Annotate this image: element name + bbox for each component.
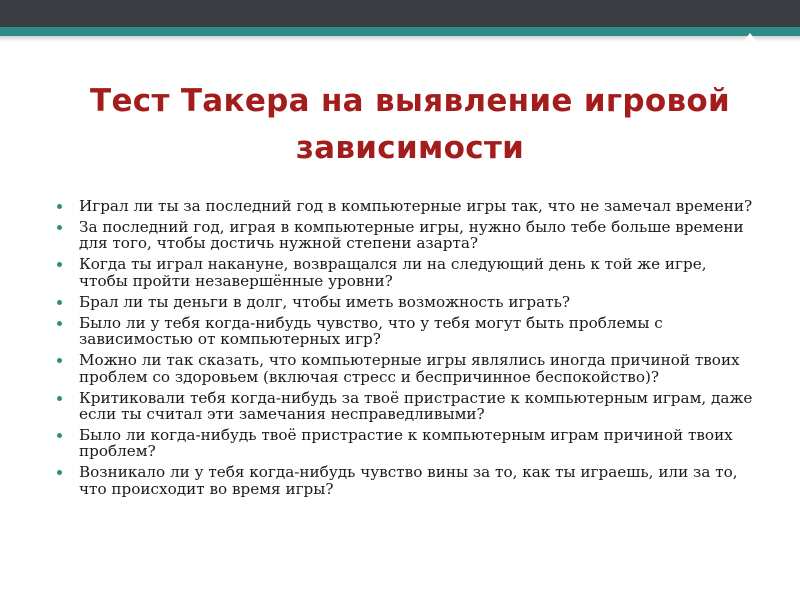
question-text: Брал ли ты деньги в долг, чтобы иметь возможность играть? [79,292,571,311]
bullet-icon [57,470,62,475]
bullet-icon [57,262,62,267]
question-item [54,256,754,289]
question-text: Можно ли так сказать, что компьютерные игры являлись иногда причиной твоих проблем со здоровьем (включая стресс и беспричинное беспокойство)? [79,351,740,386]
question-text: Критиковали тебя когда-нибудь за твоё пристрастие к компьютерным играм, даже если ты считал эти замечания несправедливыми? [79,388,753,424]
header-shadow [0,36,800,42]
question-item [54,427,754,460]
question-text: Возникало ли у тебя когда-нибудь чувство вины за то, как ты играешь, или за то, что происходит во время игры? [79,463,738,498]
header-dark-bar [0,0,800,27]
question-text: Играл ли ты за последний год в компьютерные игры так, что не замечал времени? [79,197,753,215]
bullet-icon [57,204,62,209]
question-list [54,198,754,502]
bullet-icon [57,358,62,363]
slide-title [40,78,780,172]
triangle-marker-icon [744,33,756,41]
bullet-icon [57,321,62,326]
question-text: Было ли когда-нибудь твоё пристрастие к компьютерным играм причиной твоих проблем? [79,426,733,461]
bullet-icon [57,433,62,438]
question-item [54,352,754,385]
bullet-icon [57,396,62,401]
question-text: Было ли у тебя когда-нибудь чувство, что у тебя могут быть проблемы с зависимостью от компьютерных игр? [79,313,663,349]
bullet-icon [57,225,62,230]
question-item [54,198,754,214]
bullet-icon [57,300,62,305]
question-item [54,390,754,423]
question-text: За последний год, играя в компьютерные игры, нужно было тебе больше времени для того, чтобы достичь нужной степени азарта? [79,218,744,253]
question-item [54,464,754,497]
question-item [54,219,754,252]
header-accent-bar [0,27,800,36]
slide-title-line-1: Тест Такера на выявление игровой [90,83,730,119]
slide-title-line-2: зависимости [295,130,525,166]
question-item [54,294,754,310]
question-text: Когда ты играл накануне, возвращался ли на следующий день к той же игре, чтобы пройти незавершённые уровни? [79,255,707,290]
question-item [54,315,754,348]
